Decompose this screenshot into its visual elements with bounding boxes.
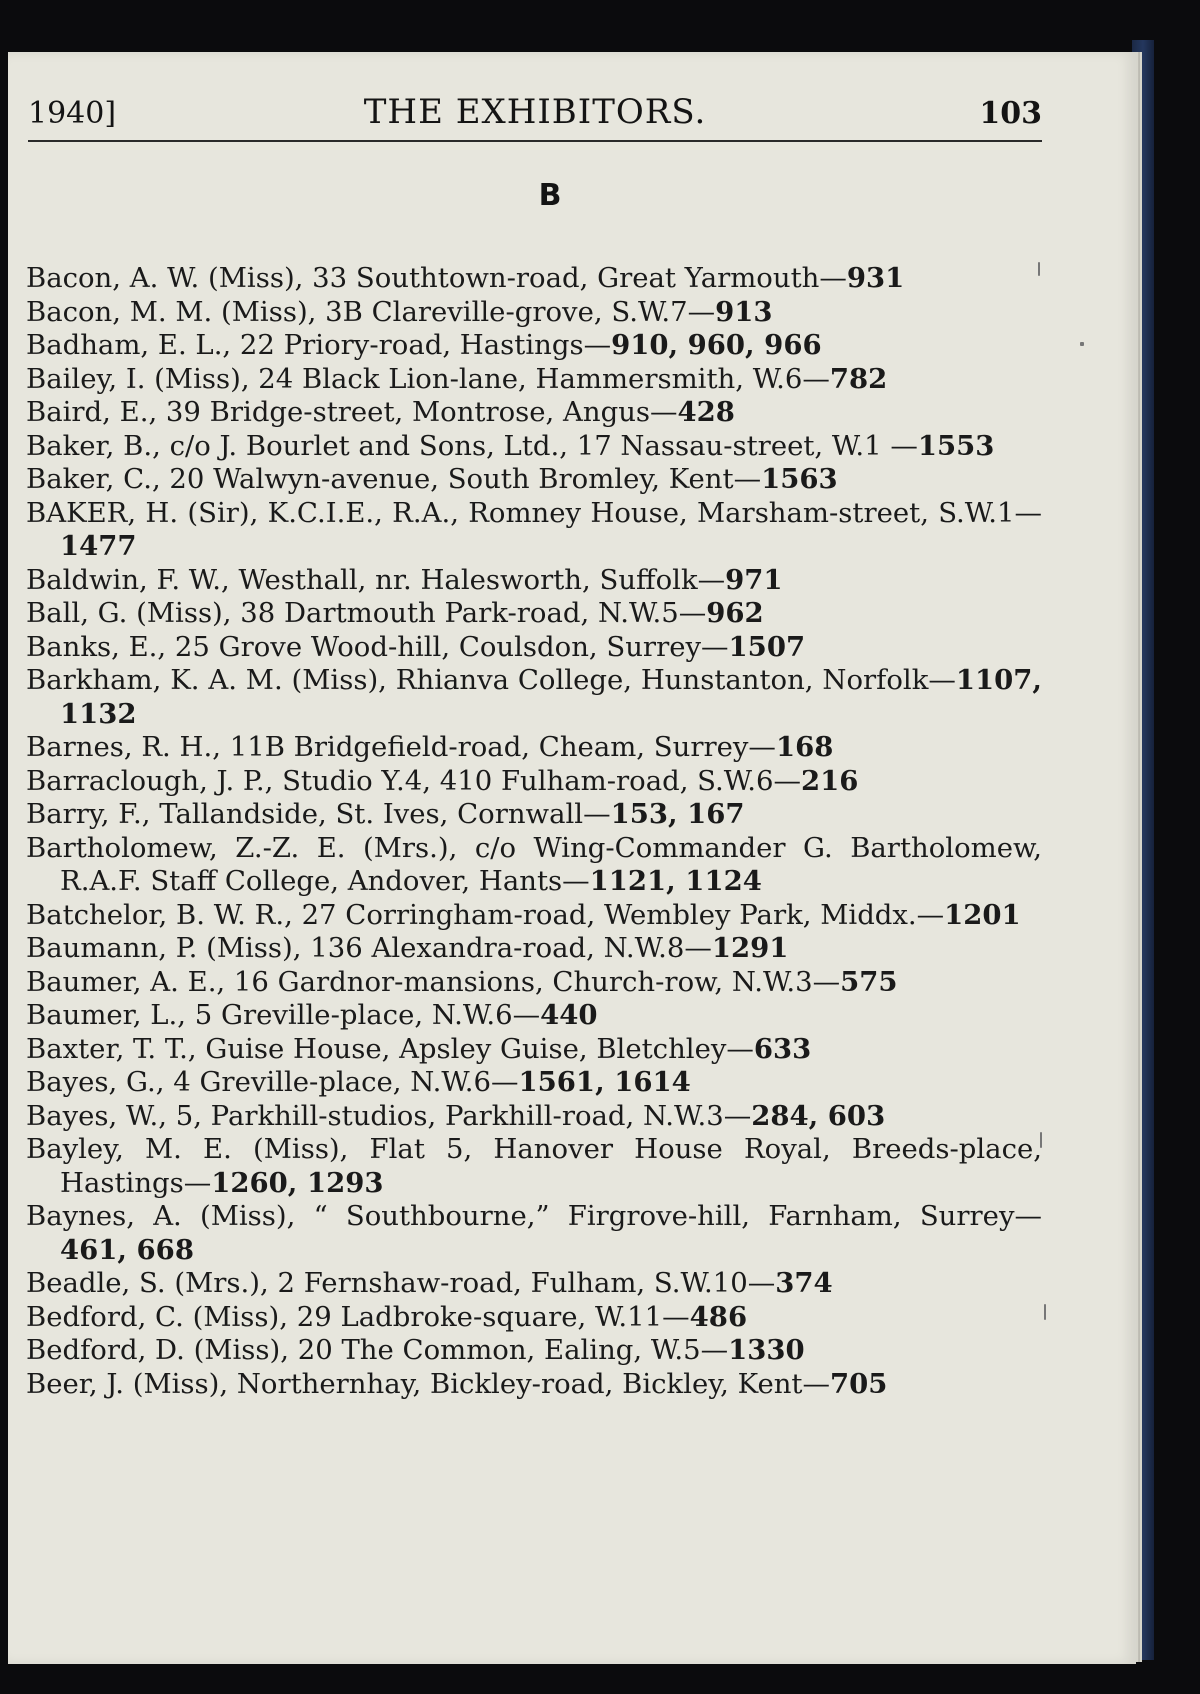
exhibitor-address: Banks, E., 25 Grove Wood-hill, Coulsdon, Surrey— xyxy=(26,630,729,663)
exhibitor-address: Barraclough, J. P., Studio Y.4, 410 Fulham-road, S.W.6— xyxy=(26,764,801,797)
exhibitor-address: Beer, J. (Miss), Northernhay, Bickley-road, Bickley, Kent— xyxy=(26,1367,830,1400)
exhibit-numbers: 782 xyxy=(829,362,888,395)
exhibitor-entry xyxy=(26,363,1042,397)
exhibitor-address: Bayes, G., 4 Greville-place, N.W.6— xyxy=(26,1066,519,1098)
exhibitor-address: Barnes, R. H., 11B Bridgefield-road, Cheam, Surrey— xyxy=(26,731,776,763)
exhibitor-entry xyxy=(26,1133,1042,1200)
exhibitor-entry xyxy=(26,1267,1042,1301)
exhibit-numbers: 971 xyxy=(725,563,783,596)
exhibit-numbers: 1260, 1293 xyxy=(211,1166,384,1199)
exhibitor-address: Ball, G. (Miss), 38 Dartmouth Park-road, N.W.5— xyxy=(26,597,707,629)
exhibitor-entry xyxy=(26,329,1042,363)
page-title: THE EXHIBITORS. xyxy=(363,92,707,132)
exhibitor-address: Baynes, A. (Miss), “ Southbourne,” Firgrove-hill, Farnham, Surrey— xyxy=(26,1200,1042,1232)
exhibitor-entry xyxy=(26,1066,1042,1100)
exhibitor-address: Bayes, W., 5, Parkhill-studios, Parkhill-road, N.W.3— xyxy=(26,1099,752,1132)
exhibit-numbers: 705 xyxy=(830,1367,888,1400)
paper-speck xyxy=(1044,1304,1046,1320)
exhibitor-address: Barry, F., Tallandside, St. Ives, Cornwall— xyxy=(26,798,611,830)
header-year: 1940] xyxy=(28,96,117,131)
exhibitor-entry xyxy=(26,631,1042,665)
exhibit-numbers: 153, 167 xyxy=(610,798,745,830)
exhibit-numbers: 216 xyxy=(800,764,859,797)
exhibitor-entry xyxy=(26,1200,1042,1267)
exhibit-numbers: 461, 668 xyxy=(60,1233,194,1266)
exhibitor-entry xyxy=(26,396,1042,430)
exhibit-numbers: 931 xyxy=(846,262,905,294)
exhibit-numbers: 374 xyxy=(775,1267,833,1299)
exhibitor-address: Batchelor, B. W. R., 27 Corringham-road, Wembley Park, Middx.— xyxy=(26,898,945,931)
section-letter: B xyxy=(538,178,562,213)
exhibit-numbers: 1561, 1614 xyxy=(518,1066,691,1098)
exhibitor-address: Baker, C., 20 Walwyn-avenue, South Bromley, Kent— xyxy=(26,463,762,495)
exhibit-numbers: 428 xyxy=(677,396,735,428)
exhibitor-entry xyxy=(26,765,1042,799)
exhibit-numbers: 1107, 1132 xyxy=(60,664,1042,730)
exhibitor-address: BAKER, H. (Sir), K.C.I.E., R.A., Romney House, Marsham-street, S.W.1— xyxy=(26,496,1042,529)
exhibitor-entry xyxy=(26,899,1042,933)
exhibitor-address: Badham, E. L., 22 Priory-road, Hastings— xyxy=(26,329,612,361)
exhibit-numbers: 913 xyxy=(715,295,773,328)
running-head xyxy=(28,92,1042,132)
exhibitor-address: Beadle, S. (Mrs.), 2 Fernshaw-road, Fulham, S.W.10— xyxy=(26,1267,776,1299)
exhibit-numbers: 1201 xyxy=(944,898,1021,931)
exhibitor-address: Barkham, K. A. M. (Miss), Rhianva College, Hunstanton, Norfolk— xyxy=(26,664,956,696)
exhibit-numbers: 1121, 1124 xyxy=(589,865,762,897)
exhibitor-entry xyxy=(26,463,1042,497)
exhibitor-entry xyxy=(26,564,1042,598)
exhibitor-entry xyxy=(26,1301,1042,1335)
exhibit-numbers: 440 xyxy=(540,999,598,1031)
exhibitor-address: Bedford, C. (Miss), 29 Ladbroke-square, W.11— xyxy=(26,1300,690,1333)
exhibitor-entry xyxy=(26,597,1042,631)
exhibitor-address: Bartholomew, Z.-Z. E. (Mrs.), c/o Wing-Commander G. Bartholomew, R.A.F. Staff College, Andover, Hants— xyxy=(26,831,1042,897)
exhibitor-address: Bayley, M. E. (Miss), Flat 5, Hanover House Royal, Breeds-place, Hastings— xyxy=(26,1133,1042,1199)
exhibitor-address: Baumer, A. E., 16 Gardnor-mansions, Church-row, N.W.3— xyxy=(26,965,841,998)
exhibitor-list xyxy=(26,262,1042,1401)
paper-speck xyxy=(1080,342,1084,346)
exhibit-numbers: 1291 xyxy=(711,932,789,964)
exhibit-numbers: 962 xyxy=(706,597,764,629)
exhibitor-address: Bacon, M. M. (Miss), 3B Clareville-grove, S.W.7— xyxy=(26,295,716,328)
exhibit-numbers: 633 xyxy=(753,1032,812,1065)
header-rule xyxy=(28,140,1042,142)
exhibitor-entry xyxy=(26,966,1042,1000)
exhibitor-entry xyxy=(26,664,1042,731)
exhibit-numbers: 1507 xyxy=(728,630,806,663)
exhibit-numbers: 575 xyxy=(840,965,898,998)
exhibit-numbers: 284, 603 xyxy=(751,1099,886,1132)
exhibitor-address: Bailey, I. (Miss), 24 Black Lion-lane, Hammersmith, W.6— xyxy=(26,362,830,395)
exhibitor-entry xyxy=(26,832,1042,899)
exhibitor-address: Baumann, P. (Miss), 136 Alexandra-road, N.W.8— xyxy=(26,932,712,964)
exhibit-numbers: 1477 xyxy=(60,530,137,562)
exhibitor-entry xyxy=(26,798,1042,832)
exhibitor-address: Baxter, T. T., Guise House, Apsley Guise, Bletchley— xyxy=(26,1032,754,1065)
exhibitor-entry xyxy=(26,497,1042,564)
exhibit-numbers: 168 xyxy=(775,731,834,763)
exhibitor-address: Baldwin, F. W., Westhall, nr. Halesworth, Suffolk— xyxy=(26,563,726,596)
exhibitor-entry xyxy=(26,1368,1042,1402)
exhibit-numbers: 1553 xyxy=(917,429,995,462)
exhibitor-address: Bedford, D. (Miss), 20 The Common, Ealing, W.5— xyxy=(26,1334,729,1366)
exhibitor-address: Baker, B., c/o J. Bourlet and Sons, Ltd., 17 Nassau-street, W.1 — xyxy=(26,429,918,462)
exhibitor-entry xyxy=(26,1033,1042,1067)
exhibitor-entry xyxy=(26,430,1042,464)
exhibit-numbers: 1330 xyxy=(728,1334,805,1366)
exhibitor-entry xyxy=(26,262,1042,296)
exhibitor-entry xyxy=(26,999,1042,1033)
exhibitor-address: Bacon, A. W. (Miss), 33 Southtown-road, Great Yarmouth— xyxy=(26,262,847,294)
exhibitor-address: Baird, E., 39 Bridge-street, Montrose, Angus— xyxy=(26,396,678,428)
exhibit-numbers: 910, 960, 966 xyxy=(611,329,822,361)
page-number: 103 xyxy=(979,96,1042,131)
exhibit-numbers: 1563 xyxy=(761,463,838,495)
exhibitor-entry xyxy=(26,932,1042,966)
exhibitor-entry xyxy=(26,296,1042,330)
exhibitor-entry xyxy=(26,1334,1042,1368)
exhibit-numbers: 486 xyxy=(689,1300,748,1333)
exhibitor-address: Baumer, L., 5 Greville-place, N.W.6— xyxy=(26,999,541,1031)
exhibitor-entry xyxy=(26,731,1042,765)
exhibitor-entry xyxy=(26,1100,1042,1134)
